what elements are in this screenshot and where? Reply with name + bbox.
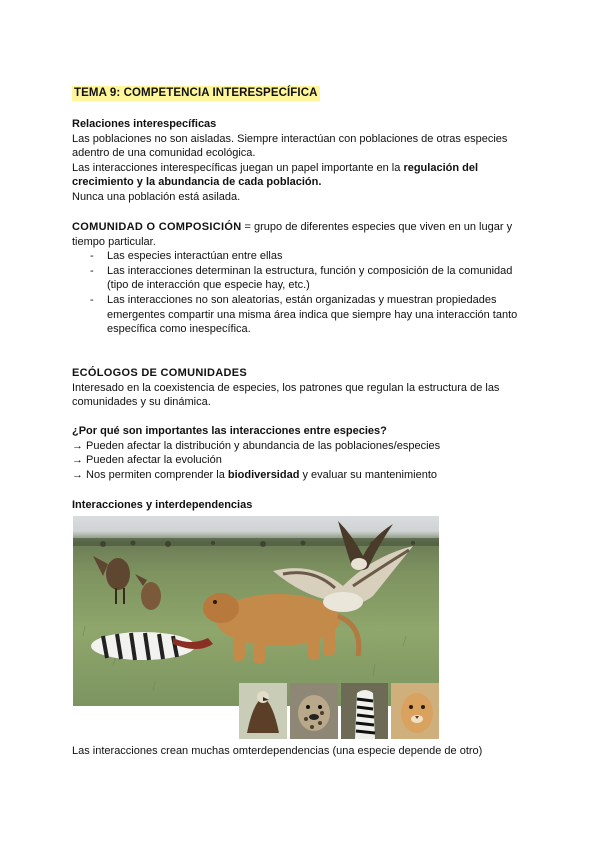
arrow-item xyxy=(72,468,534,483)
list-item: - Las interacciones no son aleatorias, están organizadas y muestran propiedades emergentes compartir una misma área indica que siempre hay una interacción tanto específica como inespecífica. xyxy=(72,293,534,337)
arrow-item-text: → Nos permiten comprender la xyxy=(72,468,228,481)
paragraph-ecologos: Interesado en la coexistencia de especies, los patrones que regulan la estructura de las comunidades y su dinámica. xyxy=(72,381,500,409)
paragraph-relaciones-2-text: Las interacciones interespecíficas juegan un papel importante en la xyxy=(72,161,404,174)
section-heading-relaciones: Relaciones interespecíficas xyxy=(72,118,217,130)
paragraph-relaciones-3: Nunca una población está asilada. xyxy=(72,190,241,203)
vulture-thumbnail xyxy=(239,683,287,739)
comunidad-definition-text: = grupo de diferentes especies que viven en un lugar y tiempo particular. xyxy=(72,221,513,248)
comunidad-list xyxy=(72,249,534,337)
vulture-shape xyxy=(93,556,161,610)
arrow-item-text-end: y evaluar su mantenimiento xyxy=(299,468,438,481)
section-ecologos xyxy=(72,366,534,410)
savanna-photo xyxy=(73,516,439,706)
arrow-item-bold: biodiversidad xyxy=(227,468,300,481)
section-relaciones xyxy=(72,117,534,205)
hyena-thumbnail xyxy=(290,683,338,739)
arrow-item: → Pueden afectar la distribución y abundancia de las poblaciones/especies xyxy=(72,439,441,452)
thumbnail-strip xyxy=(239,683,439,739)
page-title: TEMA 9: COMPETENCIA INTERESPECÍFICA xyxy=(74,87,318,99)
comunidad-term: COMUNIDAD O COMPOSICIÓN xyxy=(72,221,242,233)
section-interacciones xyxy=(72,498,534,513)
arrow-item: → Pueden afectar la evolución xyxy=(72,454,222,467)
list-item: - Las interacciones determinan la estructura, función y composición de la comunidad (tipo de interacción que especie hay, etc.) xyxy=(72,264,534,293)
list-item: - Las especies interactúan entre ellas xyxy=(72,249,534,264)
paragraph-relaciones-2 xyxy=(72,161,534,190)
question-heading: ¿Por qué son importantes las interacciones entre especies? xyxy=(72,425,387,437)
zebra-shape xyxy=(91,632,213,660)
section-importancia xyxy=(72,424,534,482)
section-heading-ecologos: ECÓLOGOS DE COMUNIDADES xyxy=(72,367,247,379)
zebra-thumbnail xyxy=(341,683,389,739)
section-comunidad xyxy=(72,220,534,337)
image-caption: Las interacciones crean muchas omterdependencias (una especie depende de otro) xyxy=(72,745,483,757)
comunidad-definition xyxy=(72,220,534,249)
section-heading-interacciones: Interacciones y interdependencias xyxy=(72,499,253,511)
paragraph-relaciones-1: Las poblaciones no son aisladas. Siempre interactúan con poblaciones de otras especies adentro de una comunidad ecológica. xyxy=(72,132,508,160)
paragraph-relaciones-2-bold: regulación del crecimiento y la abundancia de cada población. xyxy=(72,161,479,189)
lion-thumbnail xyxy=(391,683,439,739)
